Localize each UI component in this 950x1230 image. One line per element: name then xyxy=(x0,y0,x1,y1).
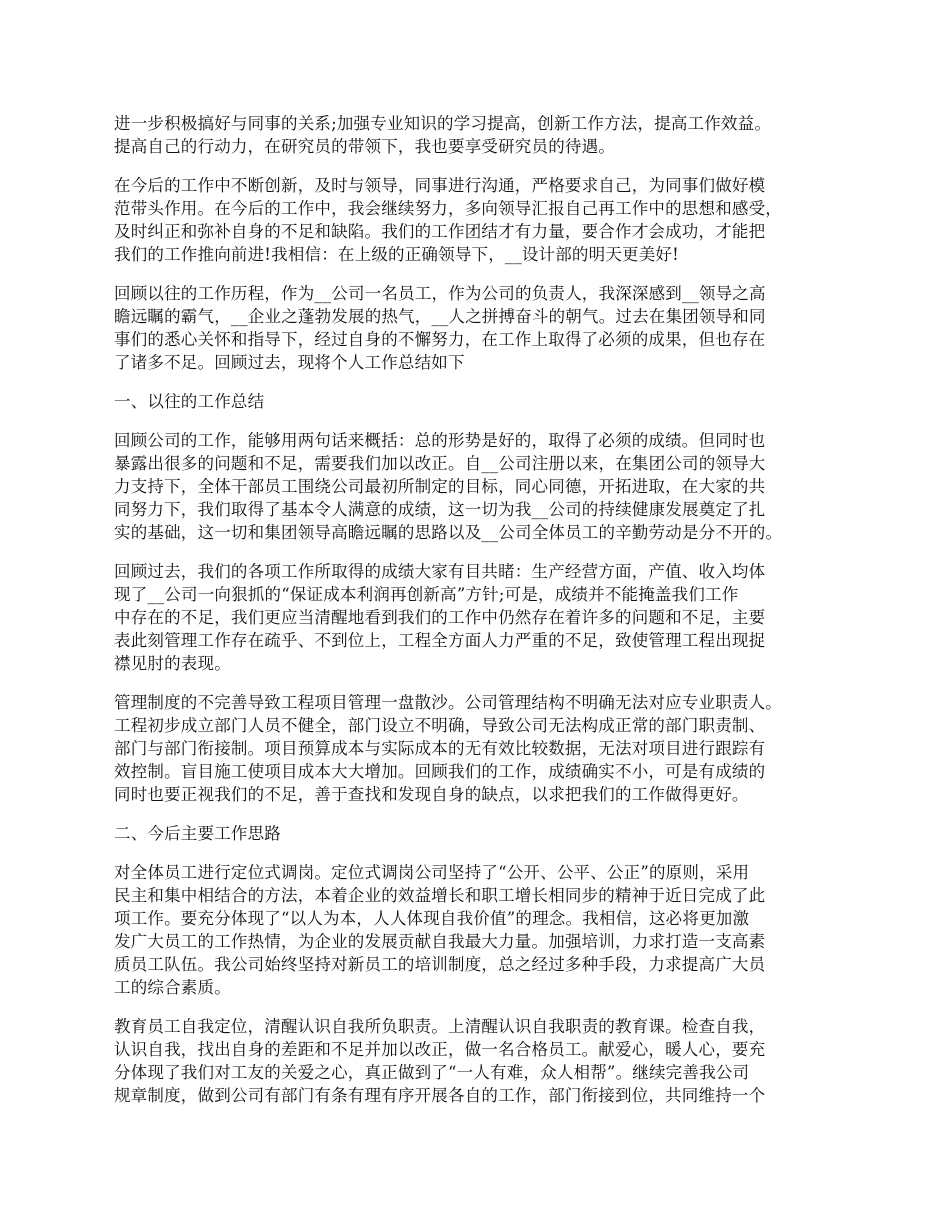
section-heading: 一、以往的工作总结 xyxy=(114,392,265,411)
paragraph-line: 瞻远瞩的霸气，__企业之蓬勃发展的热气，__人之拼搏奋斗的朝气。过去在集团领导和同 xyxy=(114,307,766,326)
section-heading: 二、今后主要工作思路 xyxy=(114,824,281,843)
paragraph-line: 工程初步成立部门人员不健全，部门设立不明确，导致公司无法构成正常的部门职责制、 xyxy=(114,716,766,735)
paragraph-line: 分体现了我们对工友的关爱之心，真正做到了“一人有难，众人相帮”。继续完善我公司 xyxy=(114,1063,750,1082)
paragraph-line: 回顾公司的工作，能够用两句话来概括：总的形势是好的，取得了必须的成绩。但同时也 xyxy=(114,431,766,450)
paragraph-line: 发广大员工的工作热情，为企业的发展贡献自我最大力量。加强培训，力求打造一支高素 xyxy=(114,932,766,951)
paragraph-line: 事们的悉心关怀和指导下，经过自身的不懈努力，在工作上取得了必须的成果，但也存在 xyxy=(114,330,766,349)
paragraph-line: 中存在的不足，我们更应当清醒地看到我们的工作中仍然存在着许多的问题和不足，主要 xyxy=(114,608,766,627)
paragraph-line: 了诸多不足。回顾过去，现将个人工作总结如下 xyxy=(114,353,465,372)
paragraph-line: 我们的工作推向前进!我相信：在上级的正确领导下，__设计部的明天更美好! xyxy=(114,245,679,264)
paragraph-line: 规章制度，做到公司有部门有条有理有序开展各自的工作，部门衔接到位，共同维持一个 xyxy=(114,1086,766,1105)
paragraph-line: 回顾过去，我们的各项工作所取得的成绩大家有目共睹：生产经营方面，产值、收入均体 xyxy=(114,562,766,581)
paragraph-line: 现了__公司一向狠抓的“保证成本利润再创新高”方针;可是，成绩并不能掩盖我们工作 xyxy=(114,585,739,604)
paragraph xyxy=(114,112,848,158)
paragraph-line: 项工作。要充分体现了“以人为本，人人体现自我价值”的理念。我相信，这必将更加激 xyxy=(114,909,750,928)
paragraph-line: 质员工队伍。我公司始终坚持对新员工的培训制度，总之经过多种手段，力求提高广大员 xyxy=(114,955,766,974)
paragraph-line: 民主和集中相结合的方法，本着企业的效益增长和职工增长相同步的精神于近日完成了此 xyxy=(114,886,766,905)
paragraph-line: 暴露出很多的问题和不足，需要我们加以改正。自__公司注册以来，在集团公司的领导大 xyxy=(114,454,766,473)
paragraph xyxy=(114,282,848,374)
paragraph-line: 在今后的工作中不断创新，及时与领导，同事进行沟通，严格要求自己，为同事们做好模 xyxy=(114,176,766,195)
paragraph xyxy=(114,560,848,675)
paragraph-line: 实的基础，这一切和集团领导高瞻远瞩的思路以及__公司全体员工的辛勤劳动是分不开的。 xyxy=(114,523,783,542)
paragraph xyxy=(114,429,848,544)
paragraph xyxy=(114,1015,848,1107)
paragraph-line: 同努力下，我们取得了基本令人满意的成绩，这一切为我__公司的持续健康发展奠定了扎 xyxy=(114,500,766,519)
paragraph xyxy=(114,861,848,999)
paragraph xyxy=(114,691,848,806)
paragraph-line: 及时纠正和弥补自身的不足和缺陷。我们的工作团结才有力量，要合作才会成功，才能把 xyxy=(114,222,766,241)
paragraph-line: 同时也要正视我们的不足，善于查找和发现自身的缺点，以求把我们的工作做得更好。 xyxy=(114,785,749,804)
paragraph-line: 部门与部门衔接制。项目预算成本与实际成本的无有效比较数据，无法对项目进行跟踪有 xyxy=(114,739,766,758)
paragraph-line: 襟见肘的表现。 xyxy=(114,654,231,673)
paragraph-line: 回顾以往的工作历程，作为__公司一名员工，作为公司的负责人，我深深感到__领导之高 xyxy=(114,284,766,303)
paragraph-line: 对全体员工进行定位式调岗。定位式调岗公司坚持了“公开、公平、公正”的原则，采用 xyxy=(114,863,750,882)
paragraph-line: 进一步积极搞好与同事的关系;加强专业知识的学习提高，创新工作方法，提高工作效益。 xyxy=(114,114,772,133)
paragraph-line: 教育员工自我定位，清醒认识自我所负职责。上清醒认识自我职责的教育课。检查自我， xyxy=(114,1017,766,1036)
paragraph xyxy=(114,174,848,266)
paragraph-line: 范带头作用。在今后的工作中，我会继续努力，多向领导汇报自己再工作中的思想和感受， xyxy=(114,199,782,218)
paragraph-line: 工的综合素质。 xyxy=(114,978,231,997)
paragraph-line: 力支持下，全体干部员工围绕公司最初所制定的目标，同心同德，开拓进取，在大家的共 xyxy=(114,477,766,496)
paragraph-line: 表此刻管理工作存在疏乎、不到位上，工程全方面人力严重的不足，致使管理工程出现捉 xyxy=(114,631,766,650)
paragraph-line: 认识自我，找出自身的差距和不足并加以改正，做一名合格员工。献爱心，暖人心，要充 xyxy=(114,1040,766,1059)
paragraph-line: 效控制。盲目施工使项目成本大大增加。回顾我们的工作，成绩确实不小，可是有成绩的 xyxy=(114,762,766,781)
paragraph-line: 提高自己的行动力，在研究员的带领下，我也要享受研究员的待遇。 xyxy=(114,137,615,156)
document-body xyxy=(114,112,848,1123)
paragraph-line: 管理制度的不完善导致工程项目管理一盘散沙。公司管理结构不明确无法对应专业职责人。 xyxy=(114,693,782,712)
